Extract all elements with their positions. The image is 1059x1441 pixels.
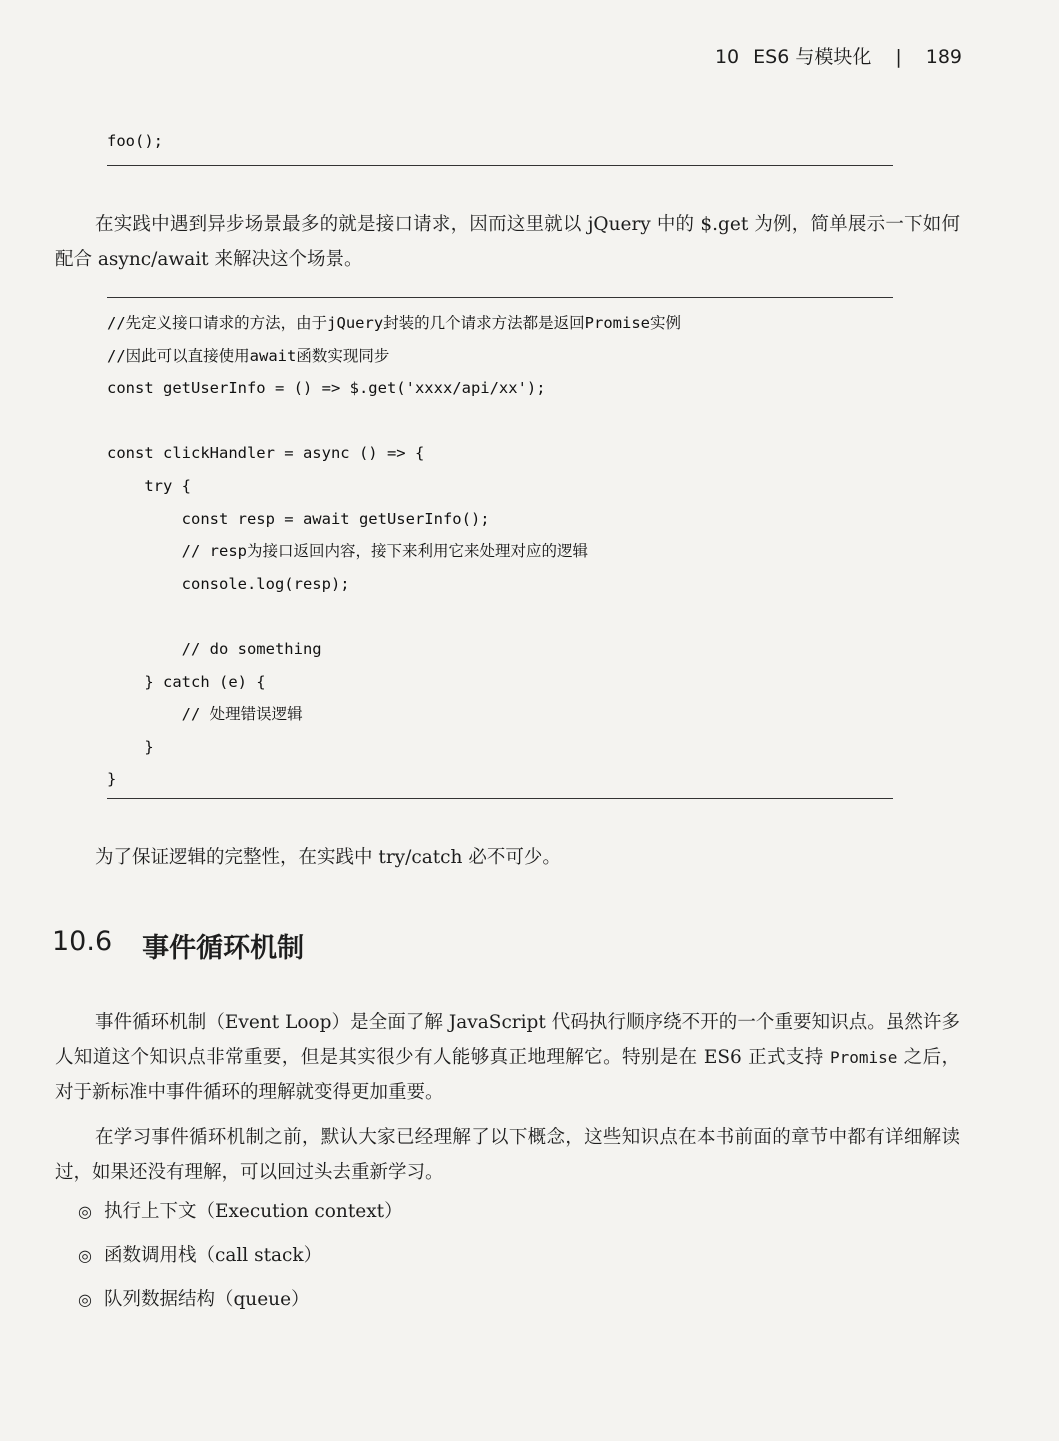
code-line: foo(); xyxy=(107,132,163,150)
code-block-1 xyxy=(107,125,163,158)
page-header xyxy=(600,42,962,69)
section-title: 事件循环机制 xyxy=(142,933,305,964)
code-block-2-top-rule xyxy=(107,297,893,298)
bullet-icon: ◎ xyxy=(78,1246,92,1265)
chapter-title: ES6 与模块化 xyxy=(753,46,872,68)
code-line: } xyxy=(107,737,154,756)
code-line: const resp = await getUserInfo(); xyxy=(107,509,490,528)
code-line: } catch (e) { xyxy=(107,672,266,691)
code-block-1-bottom-rule xyxy=(107,165,893,166)
paragraph-try-catch: 为了保证逻辑的完整性，在实践中 try/catch 必不可少。 xyxy=(95,847,561,868)
list-item-text: 函数调用栈（call stack） xyxy=(103,1245,323,1266)
code-line xyxy=(107,600,681,633)
code-line: try { xyxy=(107,476,191,495)
list-item xyxy=(78,1192,403,1236)
code-line: //因此可以直接使用await函数实现同步 xyxy=(107,346,390,365)
chapter-number: 10 xyxy=(714,46,740,68)
list-item-text: 执行上下文（Execution context） xyxy=(103,1201,403,1222)
list-item xyxy=(78,1236,403,1280)
concept-list xyxy=(78,1192,403,1324)
paragraph-text: 事件循环机制（Event Loop）是全面了解 JavaScript 代码执行顺序绕不开的一个重要知识点。虽然许多人知道这个知识点非常重要，但是其实很少有人能够真正地理解它。特别是在 ES6 正式支持 xyxy=(55,1012,960,1068)
paragraph-event-loop xyxy=(55,1005,960,1110)
list-item-text: 队列数据结构（queue） xyxy=(103,1289,310,1310)
code-line: const getUserInfo = () => $.get('xxxx/api/xx'); xyxy=(107,379,546,398)
paragraph-prerequisites: 在学习事件循环机制之前，默认大家已经理解了以下概念，这些知识点在本书前面的章节中都有详细解读过，如果还没有理解，可以回过头去重新学习。 xyxy=(55,1127,960,1183)
paragraph-intro: 在实践中遇到异步场景最多的就是接口请求，因而这里就以 jQuery 中的 $.get 为例，简单展示一下如何配合 async/await 来解决这个场景。 xyxy=(55,214,960,270)
code-line: const clickHandler = async () => { xyxy=(107,444,425,463)
code-line xyxy=(107,405,681,438)
code-line: console.log(resp); xyxy=(107,574,350,593)
code-line: // 处理错误逻辑 xyxy=(107,705,303,724)
list-item xyxy=(78,1280,403,1324)
inline-code: Promise xyxy=(829,1048,898,1067)
bullet-icon: ◎ xyxy=(78,1290,92,1309)
section-heading xyxy=(52,926,304,965)
code-block-2 xyxy=(107,307,681,796)
code-line: //先定义接口请求的方法，由于jQuery封装的几个请求方法都是返回Promise实例 xyxy=(107,314,681,332)
bullet-icon: ◎ xyxy=(78,1202,92,1221)
header-separator: | xyxy=(895,46,902,68)
code-block-2-bottom-rule xyxy=(107,798,893,799)
page-number: 189 xyxy=(925,46,962,68)
code-line: // do something xyxy=(107,639,322,658)
section-number: 10.6 xyxy=(52,926,113,957)
code-line: // resp为接口返回内容，接下来利用它来处理对应的逻辑 xyxy=(107,542,588,561)
code-line: } xyxy=(107,770,117,789)
paragraph-text: 之后，对于新标准中事件循环的理解就变得更加重要。 xyxy=(55,1047,960,1103)
